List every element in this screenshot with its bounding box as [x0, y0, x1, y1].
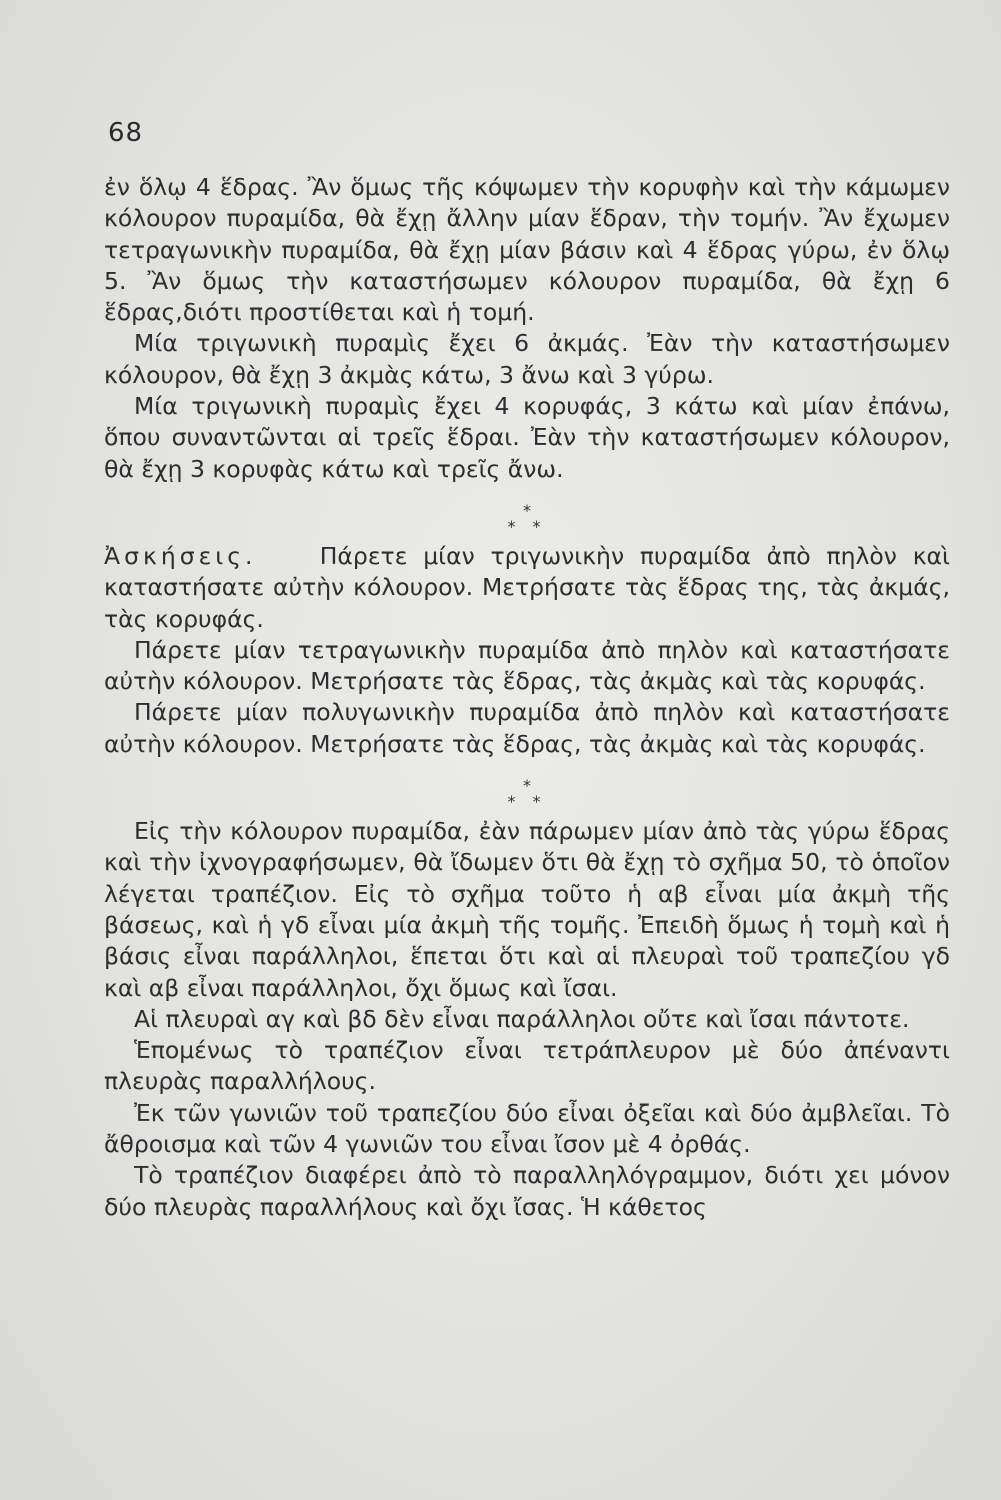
page-number: 68 — [108, 118, 144, 148]
separator-stars-bottom: * * — [507, 516, 547, 536]
paragraph-trapezoid-angles: Ἐκ τῶν γωνιῶν τοῦ τραπεζίου δύο εἶναι ὀξεῖαι καὶ δύο ἀμβλεῖαι. Τὸ ἄθροισμα καὶ τῶν 4 γωνιῶν του εἶναι ἴσον μὲ 4 ὀρθάς. — [104, 1098, 950, 1159]
exercise-first-text: Πάρετε μίαν τριγωνικὴν πυραμίδα ἀπὸ πηλὸν καὶ καταστήσατε αὐτὴν κόλουρον. Μετρήσατε τὰς ἕδρας της, τὰς ἀκμάς, τὰς κορυφάς. — [104, 541, 950, 633]
separator-star-top: * — [523, 500, 531, 520]
separator-star-top: * — [523, 776, 531, 796]
paragraph-non-parallel-sides: Αἱ πλευραὶ αγ καὶ βδ δὲν εἶναι παράλληλοι οὔτε καὶ ἴσαι πάντοτε. — [134, 1004, 910, 1033]
paragraph-trapezoid-definition: Εἰς τὴν κόλουρον πυραμίδα, ἐὰν πάρωμεν μίαν ἀπὸ τὰς γύρω ἕδρας καὶ τὴν ἰχνογραφήσωμεν, θὰ ἴδωμεν ὅτι θὰ ἔχῃ τὸ σχῆμα 50, τὸ ὁποῖον λέγεται τραπέζιον. Εἰς τὸ σχῆμα τοῦτο ἡ αβ εἶναι μία ἀκμὴ τῆς βάσεως, καὶ ἡ γδ εἶναι μία ἀκμὴ τῆς τομῆς. Ἐπειδὴ ὅμως ἡ τομὴ καὶ ἡ βάσις εἶναι παράλληλοι, ἕπεται ὅτι καὶ αἱ πλευραὶ τοῦ τραπεζίου γδ καὶ αβ εἶναι παράλληλοι, ὄχι ὅμως καὶ ἴσαι. — [104, 817, 950, 1002]
paragraph-trapezoid-summary: Ἑπομένως τὸ τραπέζιον εἶναι τετράπλευρον μὲ δύο ἀπέναντι πλευρὰς παραλλήλους. — [104, 1036, 950, 1096]
paragraph-faces-count: ἐν ὅλῳ 4 ἕδρας. Ἂν ὅμως τῆς κόψωμεν τὴν κορυφὴν καὶ τὴν κάμωμεν κόλουρον πυραμίδα, θὰ ἔχῃ ἄλλην μίαν ἕδραν, τὴν τομήν. Ἂν ἔχωμεν τετραγωνικὴν πυραμίδα, θὰ ἔχῃ μίαν βάσιν καὶ 4 ἕδρας γύρω, ἐν ὅλῳ 5. Ἂν ὅμως τὴν καταστήσωμεν κόλουρον πυραμίδα, θὰ ἔχῃ 6 ἕδρας,διότι προστίθεται καὶ ἡ τομή. — [104, 173, 950, 327]
separator-stars-bottom: * * — [507, 792, 547, 812]
paragraph-edges-count: Μία τριγωνικὴ πυραμὶς ἔχει 6 ἀκμάς. Ἐὰν τὴν καταστήσωμεν κόλουρον, θὰ ἔχῃ 3 ἀκμὰς κάτω, 3 ἄνω καὶ 3 γύρω. — [104, 329, 950, 389]
paragraph-trapezoid-vs-parallelogram: Τὸ τραπέζιον διαφέρει ἀπὸ τὸ παραλληλόγραμμον, διότι χει μόνον δύο πλευρὰς παραλλήλους καὶ ὄχι ἴσας. Ἡ κάθετος — [104, 1161, 950, 1221]
section-separator — [104, 485, 950, 541]
exercises-heading: Ἀσκήσεις. — [104, 541, 257, 570]
section-separator — [104, 760, 950, 816]
exercise-paragraph: Πάρετε μίαν πολυγωνικὴν πυραμίδα ἀπὸ πηλὸν καὶ καταστήσατε αὐτὴν κόλουρον. Μετρήσατε τὰς ἕδρας, τὰς ἀκμὰς καὶ τὰς κορυφάς. — [104, 698, 950, 758]
exercise-paragraph-first — [104, 541, 950, 635]
page-body — [104, 172, 950, 1223]
paragraph-vertices-count: Μία τριγωνικὴ πυραμὶς ἔχει 4 κορυφάς, 3 κάτω καὶ μίαν ἐπάνω, ὅπου συναντῶνται αἱ τρεῖς ἕδραι. Ἐὰν τὴν καταστήσωμεν κόλουρον, θὰ ἔχῃ 3 κορυφὰς κάτω καὶ τρεῖς ἄνω. — [104, 392, 950, 483]
exercise-paragraph: Πάρετε μίαν τετραγωνικὴν πυραμίδα ἀπὸ πηλὸν καὶ καταστήσατε αὐτὴν κόλουρον. Μετρήσατε τὰς ἕδρας, τὰς ἀκμὰς καὶ τὰς κορυφάς. — [104, 635, 950, 696]
